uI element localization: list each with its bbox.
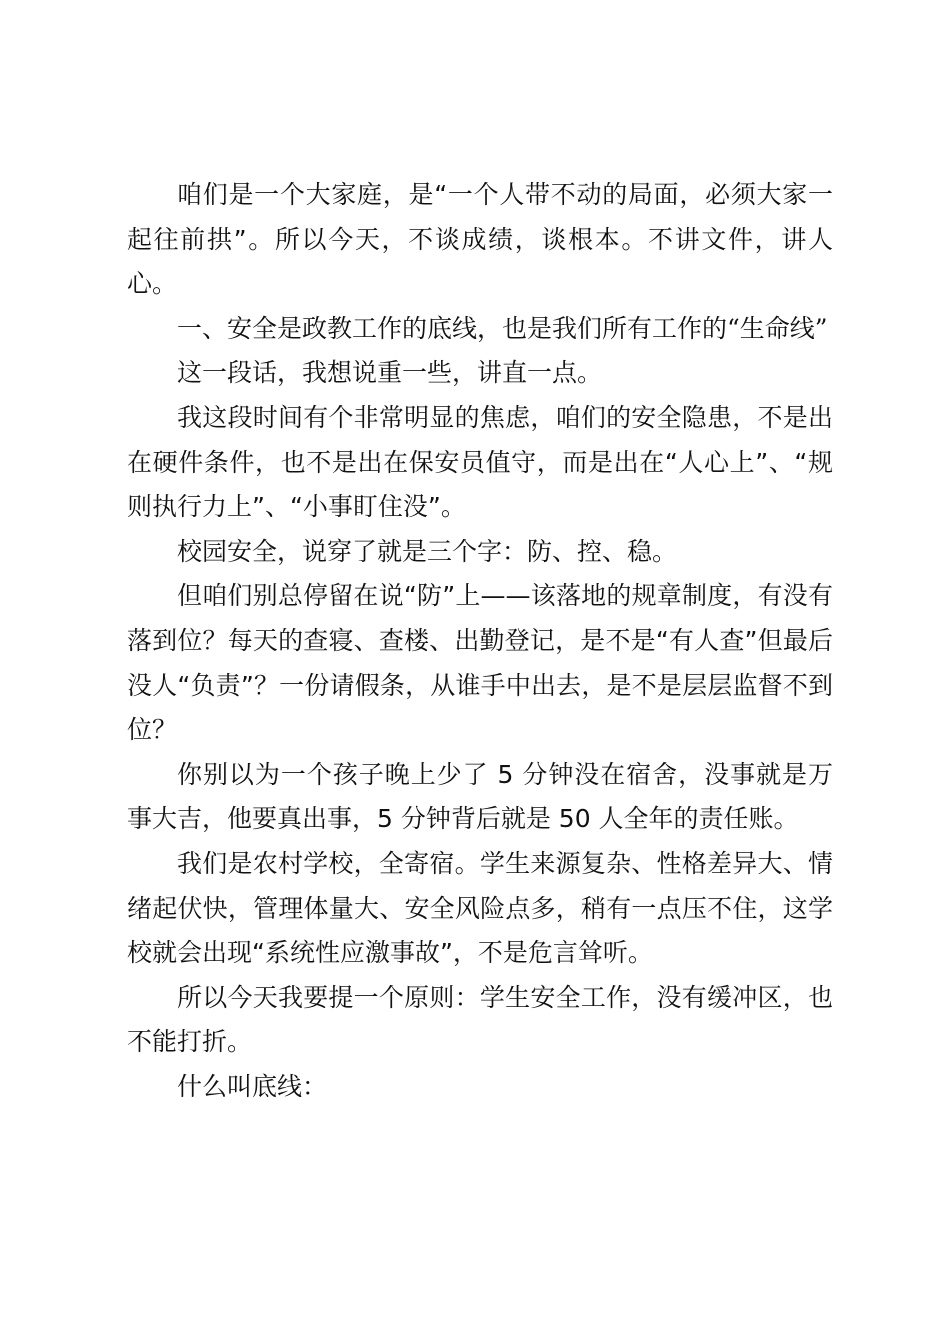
paragraph-6: 我们是农村学校，全寄宿。学生来源复杂、性格差异大、情绪起伏快，管理体量大、安全风险点多，稍有一点压不住，这学校就会出现“系统性应激事故”，不是危言耸听。 (127, 848, 833, 968)
paragraph-1: 这一段话，我想说重一些，讲直一点。 (177, 358, 603, 388)
paragraph-7: 所以今天我要提一个原则：学生安全工作，没有缓冲区，也不能打折。 (127, 982, 833, 1057)
document-body (127, 173, 833, 1109)
paragraph-4: 但咱们别总停留在说“防”上——该落地的规章制度，有没有落到位？每天的查寝、查楼、出勤登记，是不是“有人查”但最后没人“负责”？一份请假条，从谁手中出去，是不是层层监督不到位？ (127, 581, 833, 745)
paragraph-5: 你别以为一个孩子晚上少了 5 分钟没在宿舍，没事就是万事大吉，他要真出事，5 分钟背后就是 50 人全年的责任账。 (127, 759, 833, 834)
section-heading-1: 一、安全是政教工作的底线，也是我们所有工作的“生命线” (177, 313, 828, 343)
paragraph-8: 什么叫底线： (177, 1071, 328, 1101)
paragraph-3: 校园安全，说穿了就是三个字：防、控、稳。 (177, 536, 678, 566)
paragraph-intro: 咱们是一个大家庭，是“一个人带不动的局面，必须大家一起往前拱”。所以今天，不谈成绩，谈根本。不讲文件，讲人心。 (127, 180, 833, 299)
paragraph-2: 我这段时间有个非常明显的焦虑，咱们的安全隐患，不是出在硬件条件，也不是出在保安员值守，而是出在“人心上”、“规则执行力上”、“小事盯住没”。 (127, 402, 833, 522)
